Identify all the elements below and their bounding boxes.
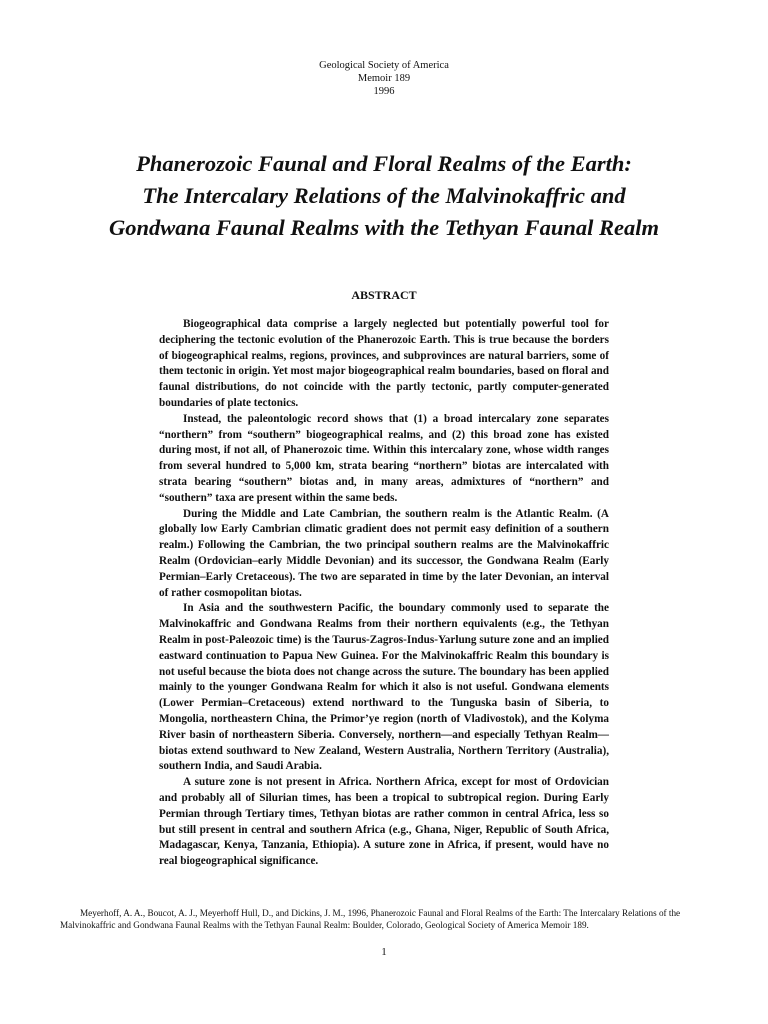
title-line-3: Gondwana Faunal Realms with the Tethyan Faunal Realm bbox=[109, 215, 659, 240]
abstract-paragraph: Instead, the paleontologic record shows that (1) a broad intercalary zone separates “northern” from “southern” biogeographical realms, and (2) this broad zone has existed during most, if not all, of Phanerozoic time. Within this intercalary zone, whose width ranges from several hundred to 5,000 km, strata bearing “northern” biotas are intercalated with strata bearing “southern” biotas and, in many areas, admixtures of “northern” and “southern” taxa are present within the same beds. bbox=[159, 412, 609, 504]
memoir-number: Memoir 189 bbox=[357, 73, 411, 84]
publication-year: 1996 bbox=[373, 86, 395, 97]
abstract-paragraph: In Asia and the southwestern Pacific, the boundary commonly used to separate the Malvinokaffric and Gondwana Realms from their northern equivalents (e.g., the Tethyan Realm in post-Paleozoic time) is the Taurus-Zagros-Indus-Yarlung suture zone and an implied eastward continuation to Papua New Guinea. For the Malvinokaffric Realm this boundary is not useful because the biota does not change across the suture. The boundary has been applied mainly to the younger Gondwana Realm for which it also is not useful. Gondwana elements (Lower Permian–Cretaceous) extend northward to the Tunguska basin of Siberia, to Mongolia, northeastern China, the Primor’ye region (north of Vladivostok), and the Kolyma River basin of northeastern Siberia. Conversely, northern—and especially Tethyan Realm—biotas extend southward to New Zealand, Western Australia, Northern Territory (Australia), southern India, and Saudi Arabia. bbox=[159, 602, 609, 773]
abstract-paragraph: During the Middle and Late Cambrian, the southern realm is the Atlantic Realm. (A globally low Early Cambrian climatic gradient does not permit easy definition of a southern realm.) Following the Cambrian, the two principal southern realms are the Malvinokaffric Realm (Ordovician–early Middle Devonian) and its successor, the Gondwana Realm (Early Permian–Early Cretaceous). The two are separated in time by the later Devonian, an interval of rather cosmopolitan biotas. bbox=[159, 507, 609, 599]
publisher-name: Geological Society of America bbox=[319, 60, 449, 71]
abstract-body bbox=[159, 317, 609, 870]
abstract-heading: ABSTRACT bbox=[351, 288, 417, 302]
title-line-1: Phanerozoic Faunal and Floral Realms of the Earth: bbox=[136, 151, 632, 176]
publication-header bbox=[0, 59, 768, 98]
abstract-paragraph: A suture zone is not present in Africa. Northern Africa, except for most of Ordovician and probably all of Silurian times, has been a tropical to subtropical region. During Early Permian through Tertiary times, Tethyan biotas are rather common in central Africa, less so but still present in central and southern Africa (e.g., Ghana, Niger, Republic of South Africa, Madagascar, Kenya, Tanzania, Ethiopia). A suture zone in Africa, if present, would have no real biogeographical significance. bbox=[159, 776, 609, 868]
abstract-paragraph: Biogeographical data comprise a largely neglected but potentially powerful tool for deciphering the tectonic evolution of the Phanerozoic Earth. This is true because the borders of biogeographical realms, regions, provinces, and subprovinces are natural barriers, some of them tectonic in origin. Yet most major biogeographical realm boundaries, based on floral and faunal distributions, do not coincide with the partly tectonic, partly computer-generated boundaries of plate tectonics. bbox=[159, 318, 609, 409]
page-number: 1 bbox=[381, 946, 387, 958]
paper-title bbox=[40, 148, 728, 244]
citation: Meyerhoff, A. A., Boucot, A. J., Meyerhoff Hull, D., and Dickins, J. M., 1996, Phanerozoic Faunal and Floral Realms of the Earth: The Intercalary Relations of the Malvinokaffric and Gondwana Faunal Realms with the Tethyan Faunal Realm: Boulder, Colorado, Geological Society of America Memoir 189. bbox=[60, 908, 681, 930]
title-line-2: The Intercalary Relations of the Malvinokaffric and bbox=[142, 183, 626, 208]
